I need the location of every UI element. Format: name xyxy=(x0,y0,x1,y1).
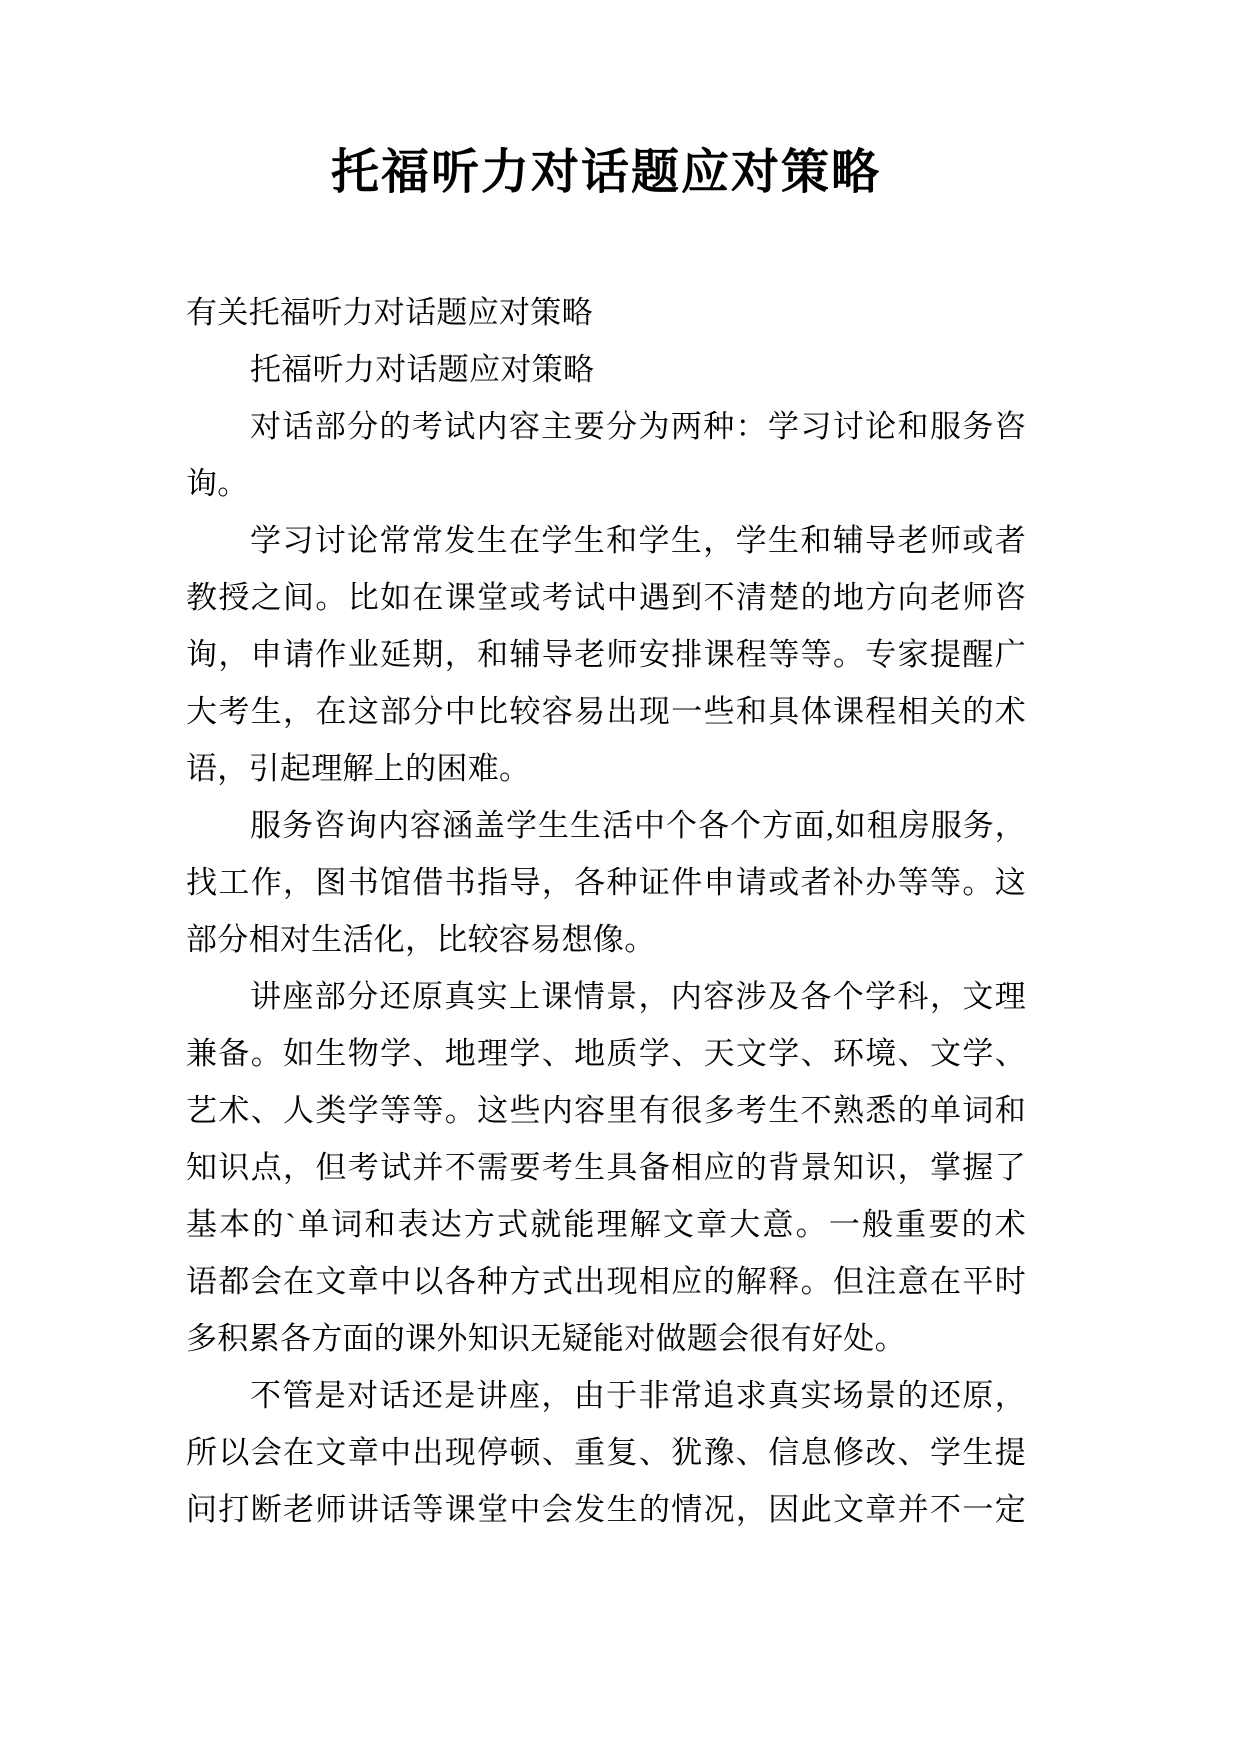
text-line: 服务咨询内容涵盖学生生活中个各个方面,如租房服务， xyxy=(250,808,1026,843)
text-line: 语都会在文章中以各种方式出现相应的解释。但注意在平时 xyxy=(186,1264,1026,1299)
text-line: 多积累各方面的课外知识无疑能对做题会很有好处。 xyxy=(186,1321,906,1356)
text-line: 艺术、人类学等等。这些内容里有很多考生不熟悉的单词和 xyxy=(186,1093,1026,1128)
text-line: 询。 xyxy=(186,466,249,501)
text-line: 教授之间。比如在课堂或考试中遇到不清楚的地方向老师咨 xyxy=(186,580,1026,615)
text-line: 语，引起理解上的困难。 xyxy=(186,751,531,786)
text-line: 对话部分的考试内容主要分为两种：学习讨论和服务咨 xyxy=(250,409,1026,444)
text-line: 有关托福听力对话题应对策略 xyxy=(186,295,593,330)
text-line: 讲座部分还原真实上课情景，内容涉及各个学科，文理 xyxy=(250,979,1026,1014)
text-line: 兼备。如生物学、地理学、地质学、天文学、环境、文学、 xyxy=(186,1036,1026,1071)
text-line: 基本的`单词和表达方式就能理解文章大意。一般重要的术 xyxy=(186,1207,1026,1242)
text-line: 知识点，但考试并不需要考生具备相应的背景知识，掌握了 xyxy=(186,1150,1026,1185)
text-line: 问打断老师讲话等课堂中会发生的情况，因此文章并不一定 xyxy=(186,1492,1026,1527)
text-line: 不管是对话还是讲座，由于非常追求真实场景的还原， xyxy=(250,1378,1026,1413)
text-line: 大考生，在这部分中比较容易出现一些和具体课程相关的术 xyxy=(186,694,1026,729)
document-title: 托福听力对话题应对策略 xyxy=(330,146,881,199)
text-line: 所以会在文章中出现停顿、重复、犹豫、信息修改、学生提 xyxy=(186,1435,1026,1470)
document-body xyxy=(186,284,1026,1538)
text-line: 询，申请作业延期，和辅导老师安排课程等等。专家提醒广 xyxy=(186,637,1026,672)
text-line: 学习讨论常常发生在学生和学生，学生和辅导老师或者 xyxy=(250,523,1026,558)
text-line: 找工作，图书馆借书指导，各种证件申请或者补办等等。这 xyxy=(186,865,1026,900)
text-line: 部分相对生活化，比较容易想像。 xyxy=(186,922,656,957)
text-line: 托福听力对话题应对策略 xyxy=(250,352,595,387)
